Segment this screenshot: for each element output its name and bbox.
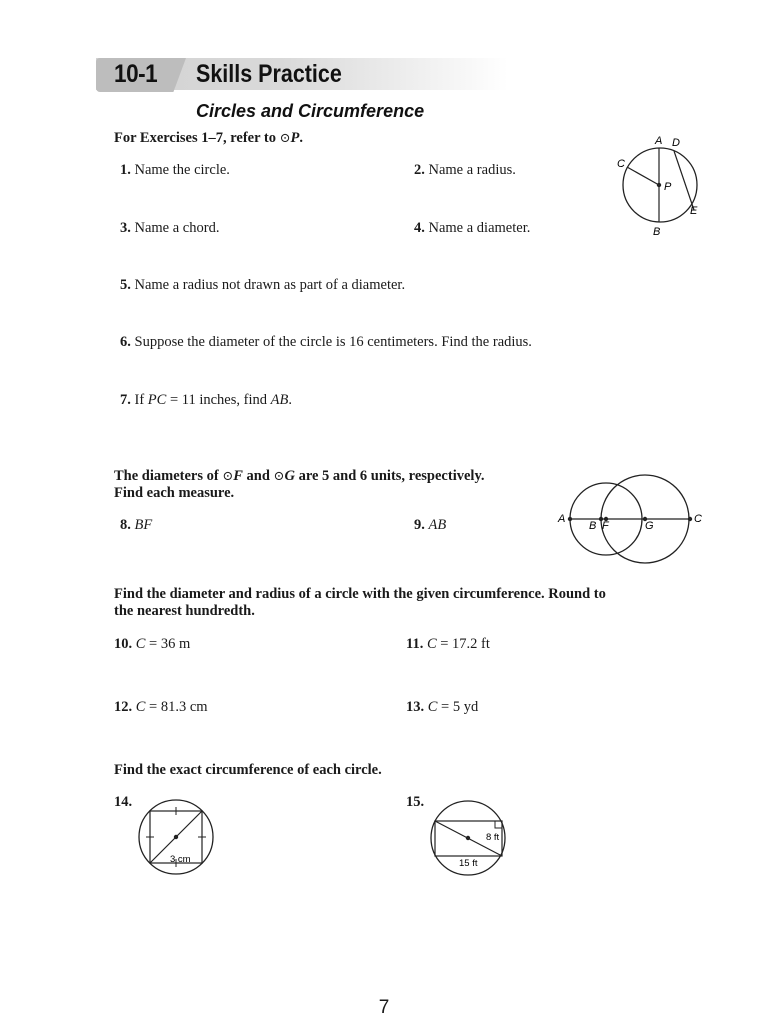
point-c [688,517,692,521]
label-b: B [589,520,597,532]
exercise-text: If [134,392,148,408]
section2-instruction [114,468,485,502]
exercise-9 [414,517,446,534]
point-a [568,517,572,521]
circumference-value: = 81.3 cm [145,699,208,715]
exercise-text: Name a diameter. [428,220,531,236]
label-c: C [617,158,625,170]
exercise-3 [120,220,219,237]
center-point [174,835,178,839]
exercise-text: Name a radius not drawn as part of a diameter. [134,277,406,293]
exercise-text: . [288,392,292,408]
exercise-8 [120,517,152,534]
page-subtitle: Circles and Circumference [196,101,425,121]
circles-f-g-figure [555,466,705,576]
label-a: A [655,135,663,147]
exercise-2 [414,162,516,179]
instruction-text: are 5 and 6 units, respectively. [294,468,485,484]
exercise-text: = 11 inches, find [166,392,271,408]
exercise-5 [120,277,405,294]
exercise-13 [406,699,478,716]
label-e: E [690,205,698,217]
page-number: 7 [378,997,390,1018]
circumference-value: = 17.2 ft [436,636,490,652]
exercise-number: 11. [406,636,424,652]
exercise-number: 7. [120,392,131,408]
circle-symbol: ⊙ [222,469,234,484]
exercise-12 [114,699,208,716]
exercise-number: 8. [120,517,131,533]
exercise-number: 1. [120,162,131,178]
instruction-text: Find each measure. [114,485,235,501]
label-g: G [645,520,654,532]
exercise-7 [120,392,292,409]
label-p: P [664,181,672,193]
circle-variable: F [233,468,243,484]
page-title: Skills Practice [196,60,342,88]
circle-symbol: ⊙ [273,469,285,484]
exercise-number: 10. [114,636,133,652]
center-point-p [657,183,661,187]
exercise-number: 6. [120,334,131,350]
instruction-suffix: . [299,130,304,146]
radius-pc [627,167,659,185]
exercise-number: 15. [406,794,425,810]
segment-ab: AB [428,517,447,533]
instruction-text: the nearest hundredth. [114,603,255,619]
section3-instruction [114,586,606,620]
figure-15 [426,795,514,883]
circle-symbol: ⊙ [279,131,291,146]
exercise-11 [406,636,490,653]
circumference-value: = 36 m [145,636,191,652]
exercise-4 [414,220,530,237]
height-label: 8 ft [486,832,500,843]
instruction-text: The diameters of [114,468,223,484]
label-f: F [602,520,609,532]
circle-variable: G [284,468,295,484]
circumference-variable: C [135,699,146,715]
exercise-text: Suppose the diameter of the circle is 16 centimeters. Find the radius. [134,334,532,350]
exercise-number: 13. [406,699,425,715]
exercise-text: Name a radius. [428,162,516,178]
label-c: C [694,513,702,525]
exercise-text: Name the circle. [134,162,230,178]
circumference-variable: C [426,636,437,652]
label-d: D [672,137,680,149]
center-point [466,836,470,840]
label-a: A [558,513,566,525]
exercise-number: 4. [414,220,425,236]
exercise-text: Name a chord. [134,220,220,236]
exercise-6 [120,334,532,351]
lesson-number: 10-1 [114,60,158,88]
segment-pc: PC [147,392,167,408]
section4-instruction: Find the exact circumference of each circle. [114,762,382,778]
exercise-number: 3. [120,220,131,236]
section1-instruction [114,130,303,147]
chord-de [674,151,694,210]
exercise-14 [114,794,132,811]
exercise-number: 9. [414,517,425,533]
exercise-15 [406,794,424,811]
circle-p-figure [610,130,710,240]
circumference-variable: C [135,636,146,652]
circumference-value: = 5 yd [437,699,479,715]
segment-bf: BF [134,517,153,533]
exercise-10 [114,636,190,653]
circle-variable: P [290,130,300,146]
exercise-number: 2. [414,162,425,178]
exercise-number: 14. [114,794,133,810]
width-label: 15 ft [459,858,478,869]
circumference-variable: C [427,699,438,715]
figure-14 [132,795,222,880]
segment-ab: AB [270,392,289,408]
instruction-text: and [242,468,274,484]
label-b: B [653,226,661,238]
instruction-text: For Exercises 1–7, refer to [114,130,280,146]
exercise-1 [120,162,230,179]
side-length-label: 3 cm [170,854,191,865]
instruction-text: Find the diameter and radius of a circle with the given circumference. Round to [114,586,606,602]
exercise-number: 5. [120,277,131,293]
exercise-number: 12. [114,699,133,715]
